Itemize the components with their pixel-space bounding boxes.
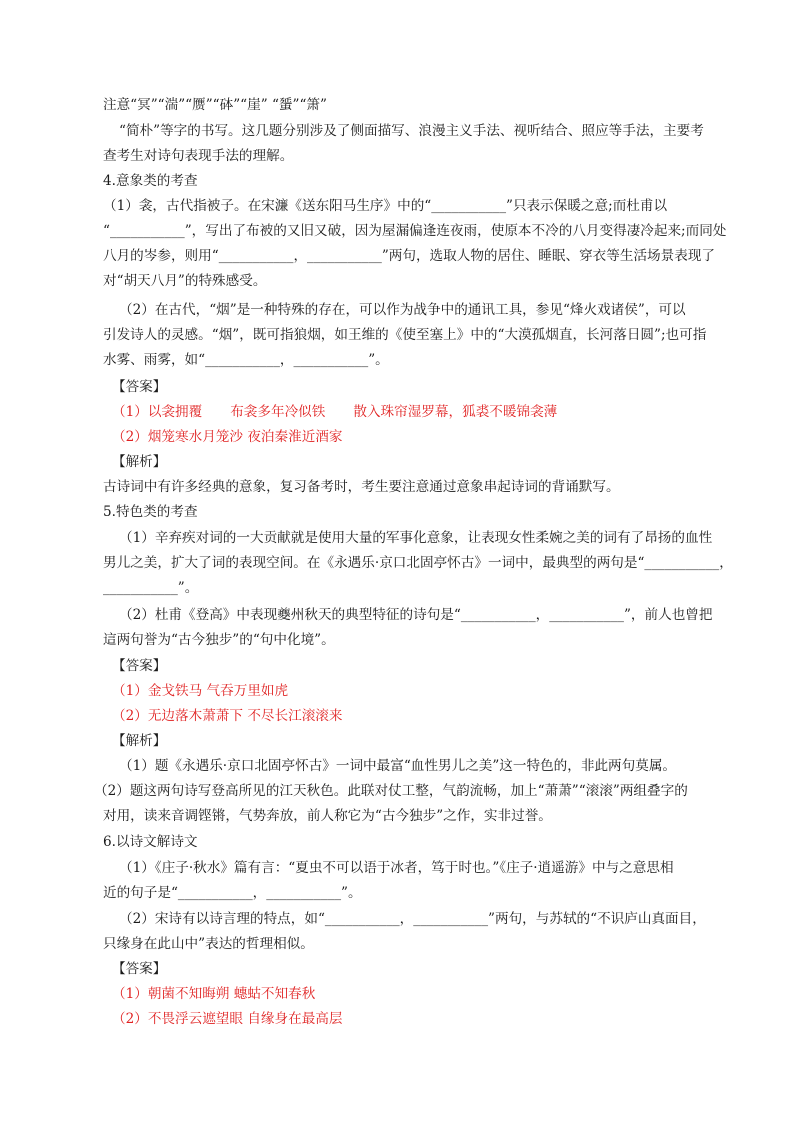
text-line: “___________”，写出了布被的又旧又破，因为屋漏偏逢连夜雨，使原本不冷的八月变得凄冷起来;而同处 (103, 223, 727, 239)
text-line: （2）在古代，“烟”是一种特殊的存在，可以作为战争中的通讯工具，参见“烽火戏诸侯”，可以 (119, 302, 686, 318)
answer-line: （2）烟笼寒水月笼沙 夜泊秦淮近酒家 (112, 429, 343, 445)
text-line: ___________”。 (103, 580, 199, 596)
answer-line: （2）无边落木萧萧下 不尽长江滚滚来 (112, 708, 343, 724)
text-line: 古诗词中有许多经典的意象，复习备考时，考生要注意通过意象串起诗词的背诵默写。 (103, 479, 620, 495)
text-line: 对用，读来音调铿锵，气势奔放，前人称它为“古今独步”之作，实非过誉。 (103, 808, 552, 824)
text-line: 【解析】 (112, 454, 167, 470)
answer-4-1-part1: （1）以衾拥覆 (112, 404, 203, 420)
text-line: 近的句子是“___________，___________”。 (103, 885, 362, 901)
answer-4-1-part3: 散入珠帘湿罗幕，狐裘不暖锦衾薄 (353, 404, 558, 420)
answer-line: （1）金戈铁马 气吞万里如虎 (112, 683, 289, 699)
text-line: （2）宋诗有以诗言理的特点，如“___________，___________”两句，与苏轼的“不识庐山真面目， (119, 911, 706, 927)
text-line: 只缘身在此山中”表达的哲理相似。 (103, 936, 314, 952)
text-line: 5.特色类的考查 (103, 504, 198, 520)
text-line: 对“胡天八月”的特殊感受。 (103, 273, 267, 289)
text-line: 男儿之美，扩大了词的表现空间。在《永遇乐·京口北固亭怀古》一词中，最典型的两句是“___________， (103, 555, 733, 571)
answer-4-1 (112, 402, 557, 422)
text-line: 6.以诗文解诗文 (103, 834, 198, 850)
text-line: 【答案】 (112, 658, 167, 674)
text-line: 這两句誉为“古今独步”的“句中化境”。 (103, 632, 335, 648)
text-line: 注意“冥”“湍”“赝”“砵”“崖” “蜑”“箫” (103, 97, 327, 113)
text-line: （2）杜甫《登高》中表现夔州秋天的典型特征的诗句是“___________，___________”，前人也曾把 (119, 607, 713, 623)
answer-line: （2）不畏浮云遮望眼 自缘身在最高层 (112, 1011, 343, 1027)
answer-4-1-part2: 布衾多年冷似铁 (230, 404, 326, 420)
text-line: 八月的岑参，则用“___________，___________”两句，选取人物的居住、睡眠、穿衣等生活场景表现了 (103, 248, 716, 264)
text-line: 水雾、雨雾，如“___________，___________”。 (103, 352, 389, 368)
text-line: 【解析】 (112, 733, 167, 749)
text-line: （1）题《永遇乐·京口北固亭怀古》一词中最富“血性男儿之美”这一特色的，非此两句莫属。 (119, 758, 677, 774)
text-line: 查考生对诗句表现手法的理解。 (103, 148, 294, 164)
text-line: 【答案】 (112, 961, 167, 977)
text-line: 4.意象类的考查 (103, 173, 198, 189)
text-line: （1）衾，古代指被子。在宋濂《送东阳马生序》中的“___________”只表示保暖之意;而杜甫以 (103, 198, 668, 214)
text-line: （1）辛弃疾对词的一大贡献就是使用大量的军事化意象，让表现女性柔婉之美的词有了昂扬的血性 (119, 530, 713, 546)
text-line: 引发诗人的灵感。“烟”，既可指狼烟，如王维的《使至塞上》中的“大漠孤烟直，长河落日圆”;也可指 (103, 327, 707, 343)
text-line: （1）《庄子·秋水》篇有言：“夏虫不可以语于冰者，笃于时也。”《庄子·逍遥游》中与之意思相 (119, 860, 674, 876)
answer-line: （1）朝菌不知晦朔 蟪蛄不知春秋 (112, 986, 316, 1002)
text-line: 【答案】 (112, 379, 167, 395)
text-line: “简朴”等字的书写。这几题分别涉及了侧面描写、浪漫主义手法、视听结合、照应等手法，主要考 (119, 123, 704, 139)
text-line: （2）题这两句诗写登高所见的江天秋色。此联对仗工整，气韵流畅，加上“萧萧”“滚滚”两组叠字的 (94, 783, 688, 799)
